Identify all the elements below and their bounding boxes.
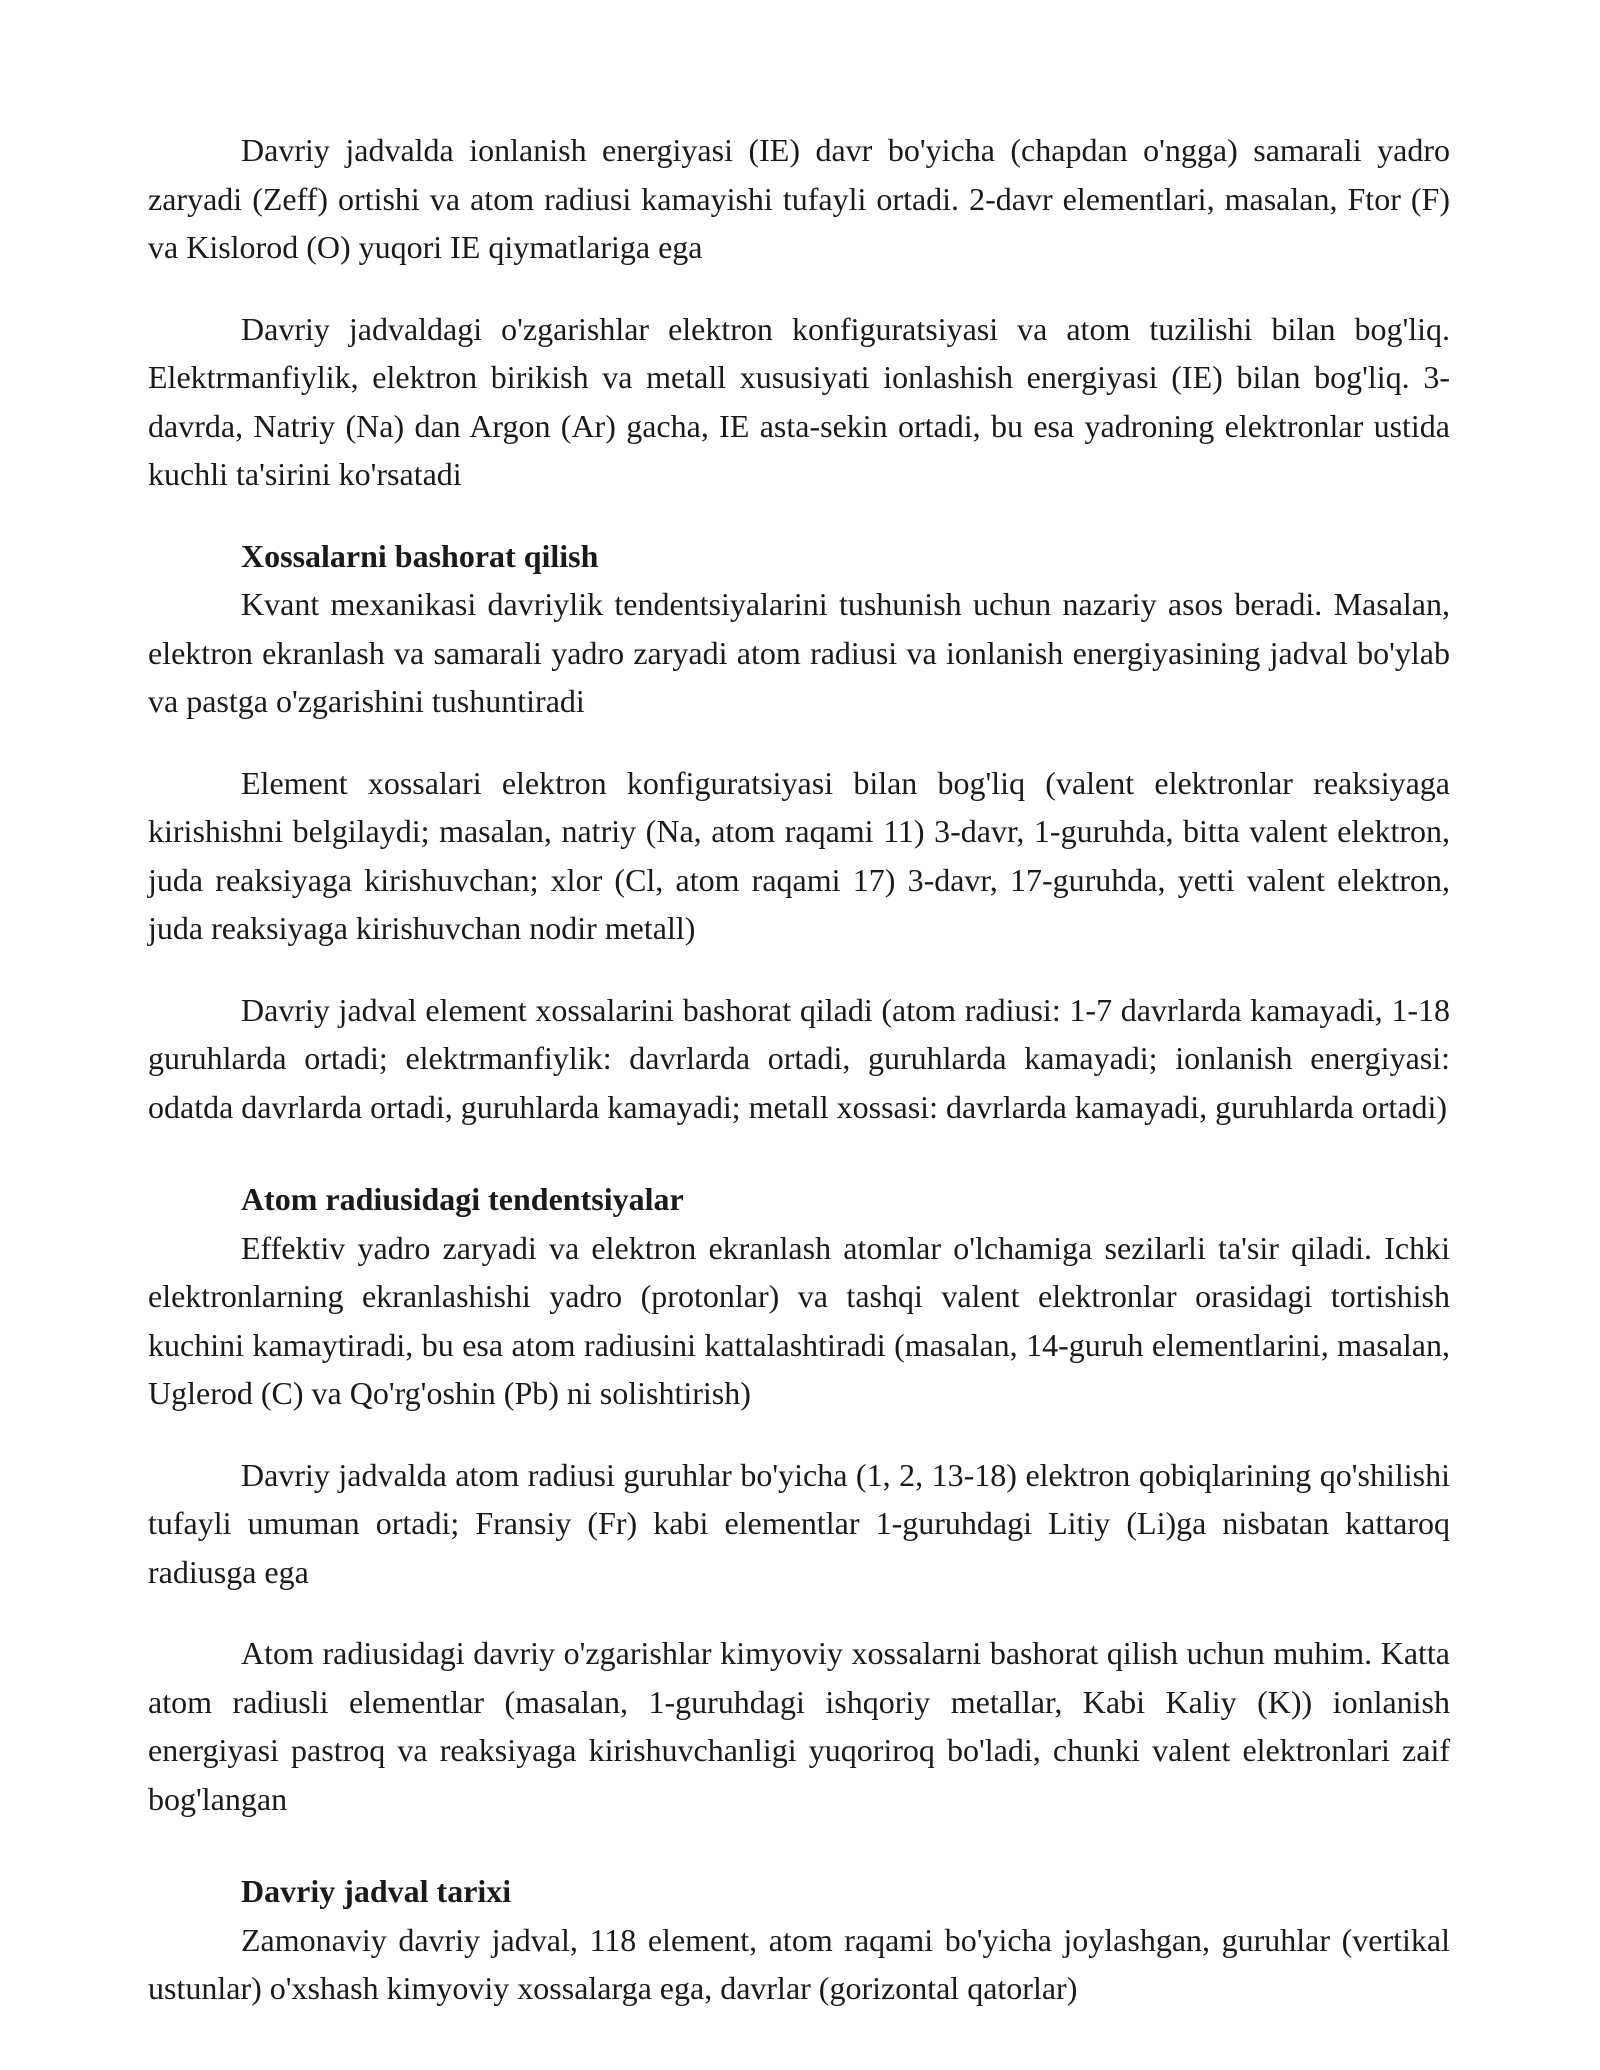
section-heading-predicting-properties: Xossalarni bashorat qilish: [241, 537, 599, 574]
paragraph-radius-groups: Davriy jadvalda atom radiusi guruhlar bo'yicha (1, 2, 13-18) elektron qobiqlarining qo'shilishi tufayli umuman ortadi; Fransiy (Fr) kabi elementlar 1-guruhdagi Litiy (Li)ga nisbatan kattaroq radiusga ega: [148, 1456, 1450, 1590]
paragraph-ionization-energy: Davriy jadvalda ionlanish energiyasi (IE) davr bo'yicha (chapdan o'ngga) samarali yadro zaryadi (Zeff) ortishi va atom radiusi kamayishi tufayli ortadi. 2-davr elementlari, masalan, Ftor (F) va Kislorod (O) yuqori IE qiymatlariga ega: [148, 132, 1450, 265]
paragraph-periodic-changes: Davriy jadvaldagi o'zgarishlar elektron konfiguratsiyasi va atom tuzilishi bilan bog'liq. Elektrmanfiylik, elektron birikish va metall xususiyati ionlashish energiyasi (IE) bilan bog'liq. 3-davrda, Natriy (Na) dan Argon (Ar) gacha, IE asta-sekin ortadi, bu esa yadroning elektronlar ustida kuchli ta'sirini ko'rsatadi: [148, 310, 1450, 492]
document-page: [148, 126, 1450, 2013]
paragraph-quantum-mechanics: Kvant mexanikasi davriylik tendentsiyalarini tushunish uchun nazariy asos beradi. Masalan, elektron ekranlash va samarali yadro zaryadi atom radiusi va ionlanish energiyasining jadval bo'ylab va pastga o'zgarishini tushuntiradi: [148, 586, 1450, 719]
paragraph-radius-importance: Atom radiusidagi davriy o'zgarishlar kimyoviy xossalarni bashorat qilish uchun muhim. Katta atom radiusli elementlar (masalan, 1-guruhdagi ishqoriy metallar, Kabi Kaliy (K)) ionlanish energiyasi pastroq va reaksiyaga kirishuvchanligi yuqoriroq bo'ladi, chunki valent elektronlari zaif bog'langan: [148, 1635, 1450, 1817]
paragraph-table-predicts: Davriy jadval element xossalarini bashorat qiladi (atom radiusi: 1-7 davrlarda kamayadi, 1-18 guruhlarda ortadi; elektrmanfiylik: davrlarda ortadi, guruhlarda kamayadi; ionlanish energiyasi: odatda davrlarda ortadi, guruhlarda kamayadi; metall xossasi: davrlarda kamayadi, guruhlarda ortadi): [148, 991, 1450, 1125]
paragraph-effective-charge: Effektiv yadro zaryadi va elektron ekranlash atomlar o'lchamiga sezilarli ta'sir qiladi. Ichki elektronlarning ekranlashishi yadro (protonlar) va tashqi valent elektronlar orasidagi tortishish kuchini kamaytiradi, bu esa atom radiusini kattalashtiradi (masalan, 14-guruh elementlarini, masalan, Uglerod (C) va Qo'rg'oshin (Pb) ni solishtirish): [148, 1229, 1450, 1411]
section-heading-atomic-radius-trends: Atom radiusidagi tendentsiyalar: [241, 1181, 684, 1217]
section-heading-history: Davriy jadval tarixi: [241, 1873, 512, 1909]
paragraph-element-properties: Element xossalari elektron konfiguratsiyasi bilan bog'liq (valent elektronlar reaksiyaga kirishishni belgilaydi; masalan, natriy (Na, atom raqami 11) 3-davr, 1-guruhda, bitta valent elektron, juda reaksiyaga kirishuvchan; xlor (Cl, atom raqami 17) 3-davr, 17-guruhda, yetti valent elektron, juda reaksiyaga kirishuvchan nodir metall): [148, 764, 1450, 946]
paragraph-modern-table: Zamonaviy davriy jadval, 118 element, atom raqami bo'yicha joylashgan, guruhlar (vertikal ustunlar) o'xshash kimyoviy xossalarga ega, davrlar (gorizontal qatorlar): [148, 1921, 1450, 2006]
